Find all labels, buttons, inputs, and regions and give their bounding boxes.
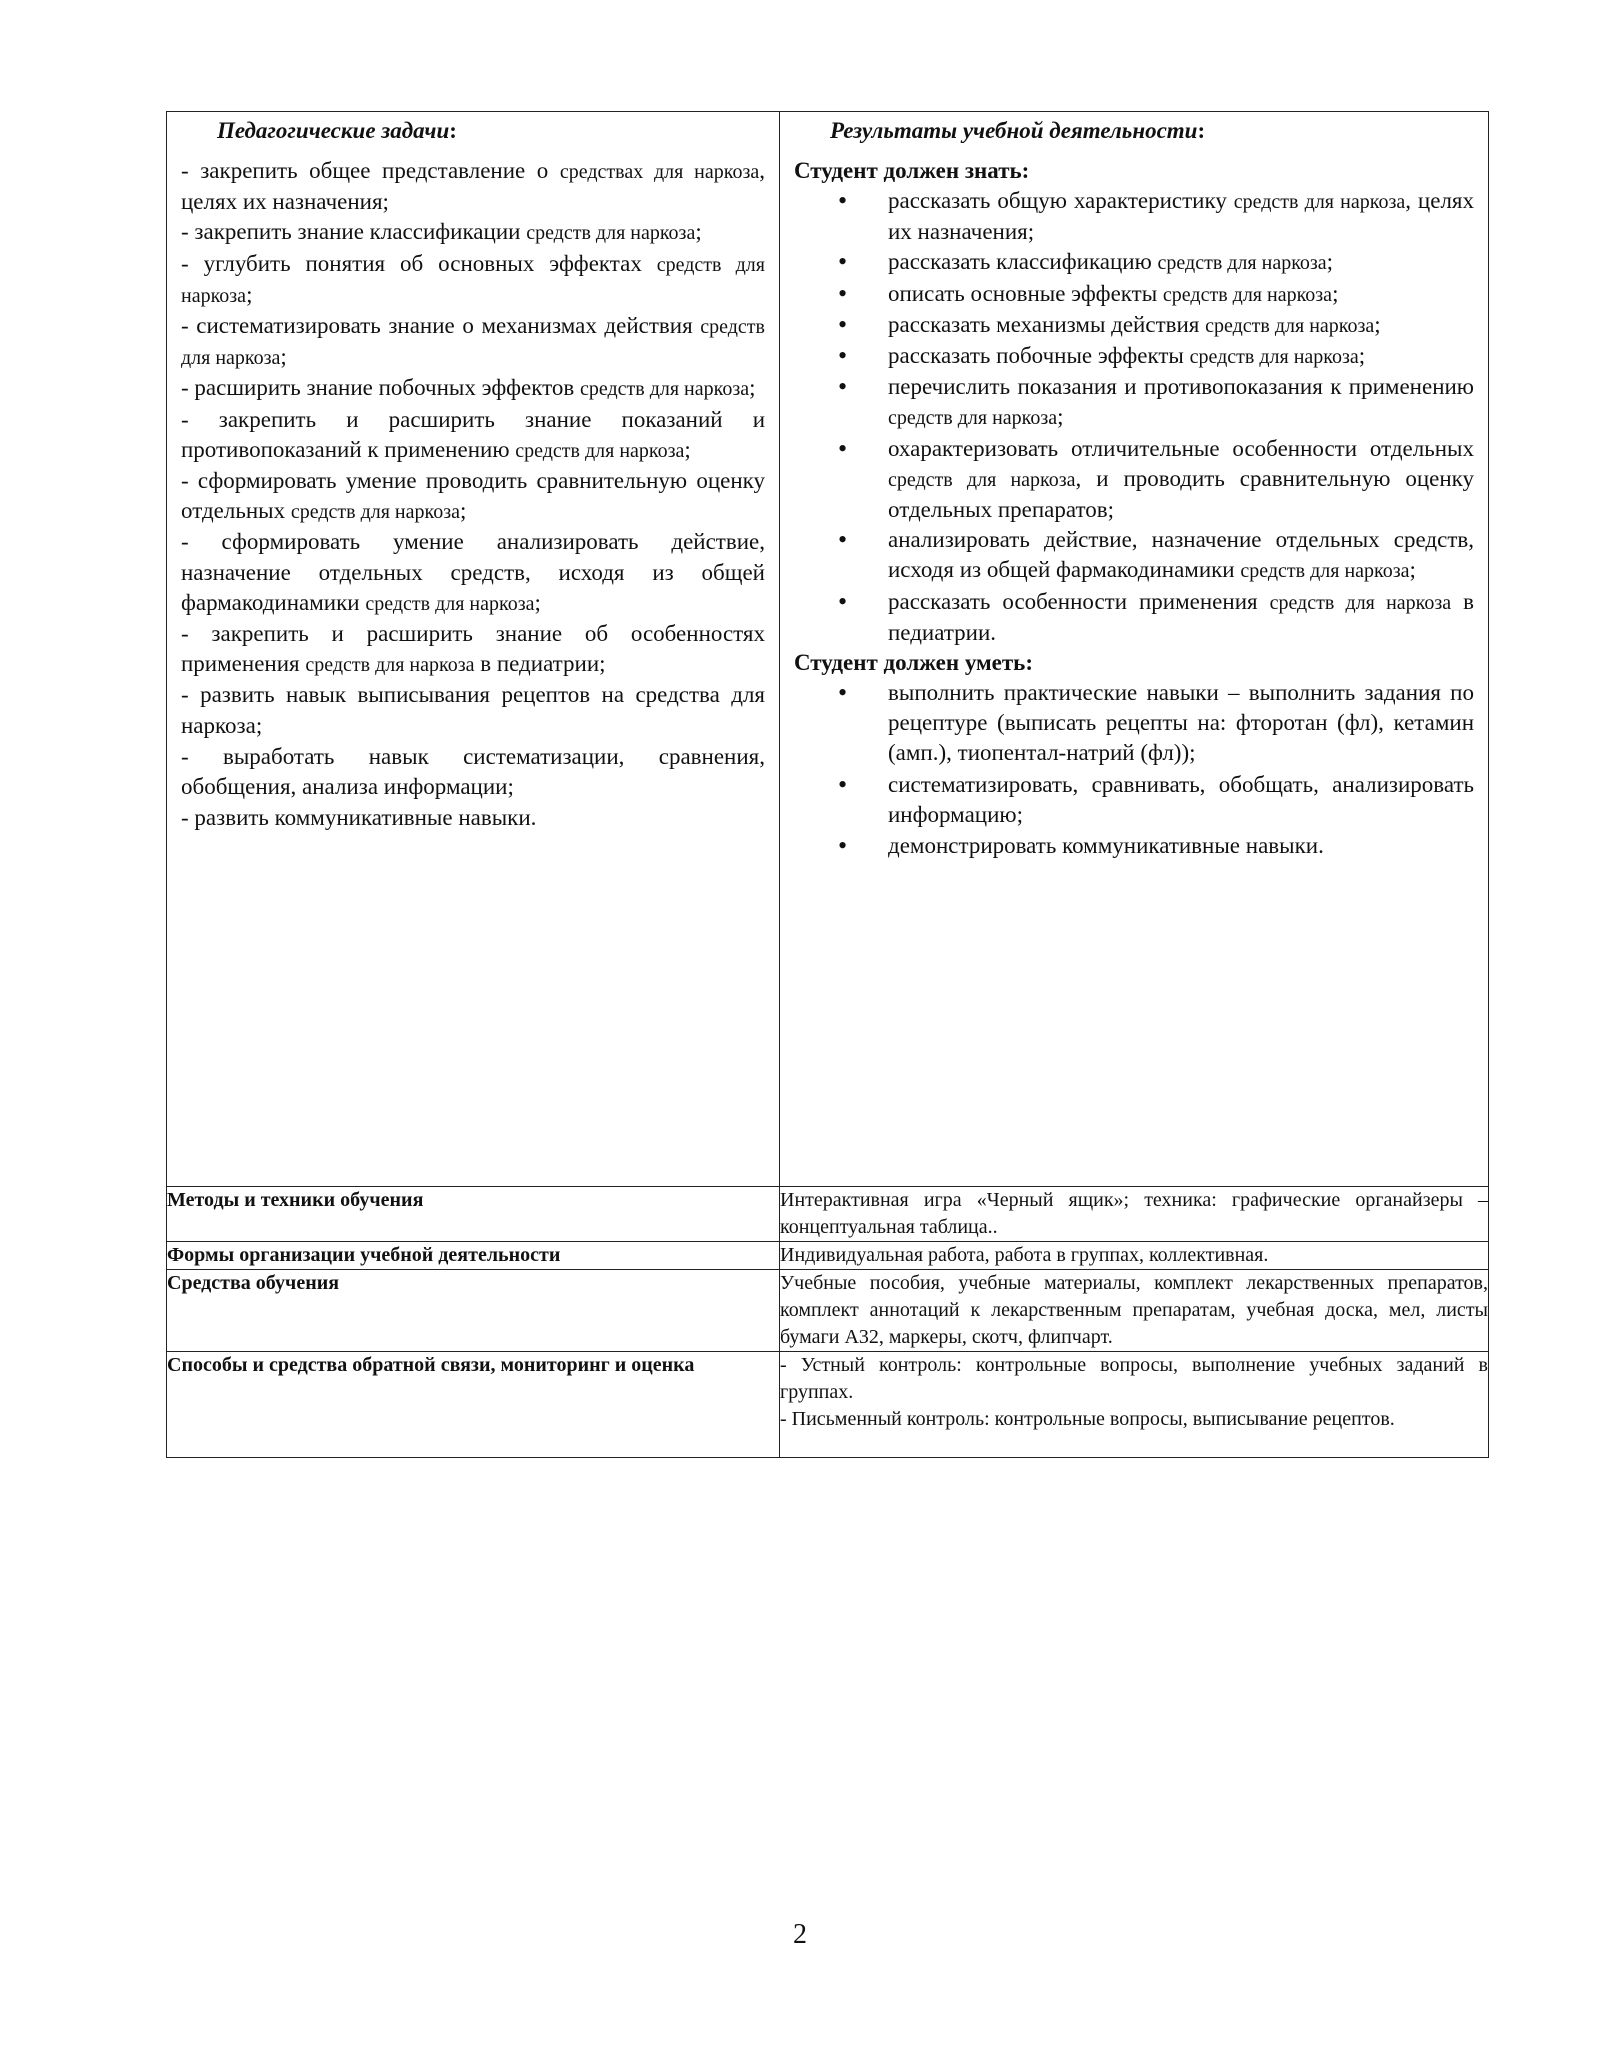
page-number: 2 <box>793 1919 807 1950</box>
item-text-rest: ; <box>1409 557 1416 583</box>
item-text-main: охарактеризовать отличительные особенности отдельных <box>888 435 1474 461</box>
means-text: Учебные пособия, учебные материалы, комплект лекарственных препаратов, комплект аннотаций к лекарственным препаратам, учебная доска, мел, листы бумаги А32, маркеры, скотч, флипчарт. <box>780 1272 1488 1348</box>
item-text-small: средствах для наркоза <box>559 161 760 183</box>
item-text-main: - закрепить знание классификации <box>181 219 527 245</box>
task-item <box>181 803 765 834</box>
item-text-main: рассказать классификацию <box>888 249 1158 275</box>
item-text-small: средств для наркоза <box>1205 314 1375 337</box>
item-text-small: средств для наркоза <box>1162 283 1333 306</box>
methods-value <box>780 1187 1489 1242</box>
item-text-rest: ; <box>280 344 287 370</box>
item-text-rest: ; <box>534 589 541 615</box>
item-text-rest: ; <box>1332 280 1339 306</box>
student-must-know-heading: Студент должен знать: <box>794 158 1030 183</box>
item-text-rest: ; <box>1057 404 1064 430</box>
task-item <box>181 742 765 803</box>
task-item <box>181 311 765 373</box>
feedback-row <box>167 1352 1489 1458</box>
know-item <box>794 525 1474 586</box>
item-text-main: - закрепить общее представление о <box>181 158 560 183</box>
item-text-rest: ; <box>749 375 756 401</box>
oral-control-text: - Устный контроль: контрольные вопросы, выполнение учебных заданий в группах. <box>780 1354 1488 1403</box>
item-text-rest: ; <box>1326 249 1334 275</box>
item-text-main: рассказать побочные эффекты <box>888 343 1190 369</box>
item-text-small: средств для наркоза <box>888 407 1058 430</box>
forms-label: Формы организации учебной деятельности <box>167 1242 780 1270</box>
item-text-main: выполнить практические навыки – выполнить задания по рецептуре (выписать рецепты на: фторотан (фл), кетамин (амп.), тиопентал-натрий (фл)); <box>888 680 1474 766</box>
item-text-rest: ; <box>684 436 691 462</box>
skill-item <box>794 770 1474 831</box>
feedback-value <box>780 1352 1489 1458</box>
item-text-main: рассказать механизмы действия <box>888 311 1206 337</box>
item-text-rest: , целях их назначения; <box>888 188 1475 245</box>
methods-text: Интерактивная игра «Черный ящик»; техника: графические органайзеры – концептуальная таблица.. <box>780 1189 1488 1238</box>
means-value <box>780 1270 1489 1352</box>
methods-row <box>167 1187 1489 1242</box>
written-control-text: - Письменный контроль: контрольные вопросы, выписывание рецептов. <box>780 1408 1395 1430</box>
know-item <box>794 341 1474 372</box>
item-text-main: - закрепить и расширить знание показаний и противопоказаний к применению <box>181 406 765 462</box>
learning-results-heading: Результаты учебной деятельности: <box>830 118 1206 143</box>
item-text-small: средств для наркоза <box>365 592 535 615</box>
item-text-rest: ; <box>246 281 253 307</box>
item-text-main: анализировать действие, назначение отдельных средств, исходя из общей фармакодинамики <box>888 527 1474 583</box>
item-text-main: - выработать навык систематизации, сравнения, обобщения, анализа информации; <box>181 743 765 800</box>
item-text-rest: ; <box>459 498 467 524</box>
item-text-main: описать основные эффекты <box>888 280 1163 306</box>
item-text-main: - сформировать умение анализировать действие, назначение отдельных средств, исходя из общей фармакодинамики <box>181 529 765 615</box>
item-text-small: средств для наркоза <box>1269 591 1452 614</box>
item-text-main: рассказать особенности применения <box>888 588 1270 614</box>
item-text-small: средств для наркоза <box>290 501 460 524</box>
item-text-rest: ; <box>695 219 702 245</box>
item-text-small: средств для наркоза <box>888 468 1076 491</box>
item-text-small: средств для наркоза <box>1157 252 1327 275</box>
forms-text: Индивидуальная работа, работа в группах, коллективная. <box>780 1244 1269 1266</box>
skill-item <box>794 678 1474 770</box>
know-item <box>794 372 1474 433</box>
item-text-main: - развить коммуникативные навыки. <box>181 805 537 831</box>
item-text-rest: в педиатрии; <box>474 651 606 677</box>
item-text-small: средств для наркоза <box>1189 346 1359 369</box>
item-text-main: демонстрировать коммуникативные навыки. <box>888 833 1324 859</box>
item-text-main: - углубить понятия об основных эффектах <box>181 250 657 276</box>
know-item <box>794 247 1474 278</box>
skill-list <box>794 678 1474 862</box>
item-text-small: средств для наркоза <box>1240 560 1410 583</box>
item-text-small: средств для наркоза <box>526 222 696 245</box>
task-item <box>181 619 765 680</box>
item-text-rest: , и проводить сравнительную оценку отдельных препаратов; <box>888 465 1474 523</box>
item-text-small: средств для наркоза <box>579 378 750 401</box>
task-item <box>181 405 765 466</box>
means-label: Средства обучения <box>167 1270 780 1352</box>
forms-row <box>167 1242 1489 1270</box>
item-text-small: средств для наркоза <box>305 654 475 677</box>
pedagogical-tasks-cell <box>167 112 780 1187</box>
item-text-main: - систематизировать знание о механизмах действия <box>181 313 701 339</box>
learning-results-cell <box>780 112 1489 1187</box>
task-item <box>181 217 765 248</box>
item-text-main: рассказать общую характеристику <box>888 188 1234 213</box>
task-item <box>181 373 765 404</box>
know-item <box>794 587 1474 648</box>
task-item <box>181 156 765 217</box>
item-text-main: - сформировать умение проводить сравнительную оценку отдельных <box>181 468 765 524</box>
task-item <box>181 249 765 311</box>
pedagogical-tasks-heading: Педагогические задачи: <box>217 118 457 143</box>
know-item <box>794 279 1474 310</box>
item-text-rest: ; <box>1358 343 1366 369</box>
item-text-rest: ; <box>1374 311 1381 337</box>
task-item <box>181 680 765 741</box>
item-text-small: средств для наркоза <box>181 253 765 307</box>
know-item <box>794 186 1474 247</box>
item-text-small: средств для наркоза <box>515 439 685 462</box>
task-item <box>181 527 765 619</box>
know-list <box>794 186 1474 648</box>
skill-item <box>794 831 1474 862</box>
item-text-rest: , целях их назначения; <box>181 158 765 215</box>
item-text-main: систематизировать, сравнивать, обобщать, анализировать информацию; <box>888 771 1474 827</box>
lesson-plan-table <box>166 111 1489 1458</box>
know-item <box>794 310 1474 341</box>
forms-value <box>780 1242 1489 1270</box>
know-item <box>794 434 1474 526</box>
task-item <box>181 466 765 527</box>
main-row <box>167 112 1489 1187</box>
student-must-do-heading: Студент должен уметь: <box>794 650 1034 676</box>
tasks-list <box>181 156 765 834</box>
item-text-main: - закрепить и расширить знание об особенностях применения <box>181 621 765 677</box>
methods-label: Методы и техники обучения <box>167 1187 780 1242</box>
item-text-rest: в педиатрии. <box>888 588 1474 645</box>
item-text-small: средств для наркоза <box>181 316 765 370</box>
means-row <box>167 1270 1489 1352</box>
item-text-small: средств для наркоза <box>1233 191 1406 213</box>
item-text-main: перечислить показания и противопоказания к применению <box>888 374 1474 400</box>
item-text-main: - развить навык выписывания рецептов на средства для наркоза; <box>181 682 765 738</box>
feedback-label: Способы и средства обратной связи, мониторинг и оценка <box>167 1352 780 1458</box>
item-text-main: - расширить знание побочных эффектов <box>181 375 580 401</box>
